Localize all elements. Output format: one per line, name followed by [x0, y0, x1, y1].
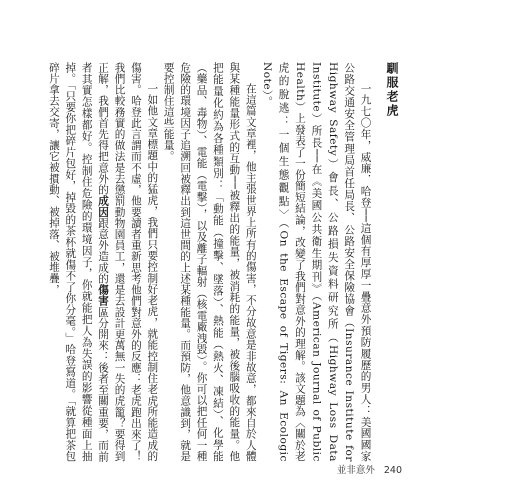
paragraph-2 [160, 62, 258, 462]
emphasis-injury: 傷害 [97, 284, 110, 307]
paragraph-text: 區分開來：後者至關重要，而前者其實怎樣都好。控制住危險的環境因子，你就能把人為失誤的影響從種面上抽掉。「只要你把碎片包好，掉毀的茶杯就傷不了你分毫。」哈登寫道。「就算把茶包碎片拿去交寄，讓它被摜動、被掉落、被堆疊， [47, 62, 110, 463]
emphasis-cause: 成因 [97, 195, 110, 218]
paragraph-text: 一如他文章標題中的猛虎，我們只要控制好老虎，就能控制住老虎所能造成的傷害。哈登此言謂而不虛，他要讀者重新思考他們對意外的反應：老虎跑出來了！我們比較務實的做法是去懲罰動物園員工，還是去設計更萬無一失的虎籠？要得到正解，我們首先得把意外的 [97, 62, 159, 462]
paragraph-text: 跟意外造成的 [97, 217, 110, 285]
section-title: 馴服老虎 [385, 62, 399, 118]
paragraph-text: 在這篇文章裡，他主張世界上所有的傷害，不分故意是非故意，都來自於人體與某種能量形式的互動──被釋出的能量，被消耗的能量，被後腦吸收的能量。他把能量化約為各種類別：「動能（撞擊、墜落）、熱能（熱火、凍結）、化學能（藥品、毒物）、電能（電擊），以及離子輻射（核電廠洩毀）。你可以把任何一種危險的環境因子追溯回被釋出到這世間的上述某種能量。而預防，他意識到，就是要控制住這些能量。 [162, 62, 257, 462]
page-number: 240 [383, 465, 402, 476]
paragraph-text: 一九七〇年，威廉．哈登──這個有厚厚一疊意外預防履歷的男人：美國國家公路交通安全管理局首任局長、公路安全保險協會（Insurance Institute for Highway Safety）會長、公路損失資料研究所（Highway Loss Data Institute）所長──在《美國公共衛生期刊》（American Journal of Public Health）上發表了一份簡短結論，改變了我們對意外的理解。該文題為〈關於老虎的脫逃：一個生態觀點〉（On the Escape of Tigers: An Ecologic Note）。 [261, 62, 372, 462]
page-footer [337, 462, 402, 476]
running-title: 並非意外 [336, 465, 375, 476]
vertical-text-block [45, 62, 400, 462]
paragraph-3 [45, 62, 160, 462]
paragraph-1 [259, 62, 374, 462]
